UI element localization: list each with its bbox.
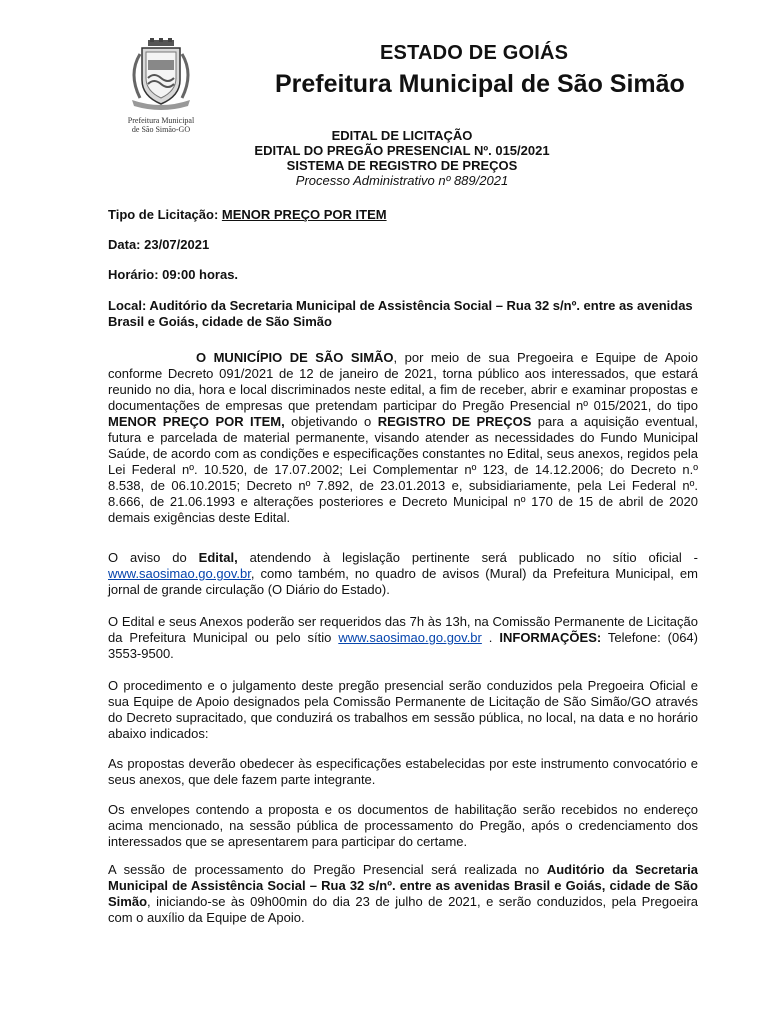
edital-titles (108, 128, 696, 188)
logo-caption-line2: de São Simão-GO (131, 125, 191, 134)
state-heading: ESTADO DE GOIÁS (380, 42, 569, 64)
p7-text-a: A sessão de processamento do Pregão Presencial será realizada no (108, 862, 547, 877)
p1-text-c: para a aquisição eventual, futura e parcelada de material permanente, visando atender as necessidades do Fundo Municipal Saúde, de acordo com as condições e especificações constantes no Edital, seus anexos, regidos pela Lei Federal nº. 10.520, de 17.07.2002; Lei Complementar nº 123, de 14.12.2006; do Decreto n.º 8.538, de 06.10.2015; Decreto nº 7.892, de 23.01.2013 e, subsidiariamente, pela Lei Federal nº. 8.666, de 21.06.1993 e alterações posteriores e Decreto Municipal nº 170 de 15 de abril de 2020 demais exigências deste Edital. (108, 414, 698, 525)
p2-edital: Edital, (198, 550, 238, 565)
paragraph-4: O procedimento e o julgamento deste pregão presencial serão conduzidos pela Pregoeira Oficial e sua Equipe de Apoio designados pela Comissão Permanente de Licitação de São Simão/GO através do Decreto supracitado, que conduzirá os trabalhos em sessão pública, no local, na data e no horário abaixo indicados: (108, 678, 698, 741)
paragraph-5: As propostas deverão obedecer às especificações estabelecidas por este instrumento convocatório e seus anexos, que dele fazem parte integrante. (108, 756, 698, 787)
municipal-coat-of-arms-icon (118, 38, 204, 134)
p1-municipio: O MUNICÍPIO DE SÃO SIMÃO (196, 350, 394, 365)
title-line-1: EDITAL DE LICITAÇÃO (331, 128, 473, 143)
p7-text-b: , iniciando-se às 09h00min do dia 23 de julho de 2021, e serão conduzidos, pela Pregoeira com o auxílio da Equipe de Apoio. (108, 894, 698, 925)
tipo-licitacao (108, 207, 698, 223)
p2-text-a: O aviso do (108, 550, 199, 565)
p1-tipo: MENOR PREÇO POR ITEM, (108, 414, 285, 429)
p3-info: INFORMAÇÕES: (499, 630, 602, 645)
local-field: Local: Auditório da Secretaria Municipal de Assistência Social – Rua 32 s/nº. entre as avenidas Brasil e Goiás, cidade de São Simão (108, 298, 693, 329)
p3-text-c: Telefone: (064) 3553-9500. (108, 630, 698, 661)
paragraph-3 (108, 614, 698, 662)
p1-text-b: objetivando o (284, 414, 378, 429)
p2-text-c: , como também, no quadro de avisos (Mural) da Prefeitura Municipal, em jornal de grande circulação (O Diário do Estado). (108, 566, 698, 597)
paragraph-1 (108, 350, 698, 526)
website-link-2[interactable]: www.saosimao.go.gov.br (338, 630, 482, 645)
paragraph-2 (108, 550, 698, 598)
website-link[interactable]: www.saosimao.go.gov.br (108, 566, 251, 581)
p7-local: Auditório da Secretaria Municipal de Assistência Social – Rua 32 s/nº. entre as avenidas Brasil e Goiás, cidade de São Simão (108, 862, 698, 909)
prefecture-heading: Prefeitura Municipal de São Simão (275, 70, 685, 98)
paragraph-7 (108, 862, 698, 926)
logo-caption-line1: Prefeitura Municipal (127, 116, 195, 125)
horario-field: Horário: 09:00 horas. (108, 267, 239, 282)
p3-text-a: O Edital e seus Anexos poderão ser requeridos das 7h às 13h, na Comissão Permanente de Licitação da Prefeitura Municipal ou pelo sítio (108, 614, 698, 645)
title-line-4: Processo Administrativo nº 889/2021 (295, 173, 509, 188)
p2-text-b: atendendo à legislação pertinente será publicado no sítio oficial - (237, 550, 698, 565)
paragraph-6: Os envelopes contendo a proposta e os documentos de habilitação serão recebidos no endereço acima mencionado, na sessão pública de processamento do Pregão, após o credenciamento dos interessados que se apresentarem para participar do certame. (108, 802, 698, 849)
data-field: Data: 23/07/2021 (108, 237, 210, 252)
title-line-2: EDITAL DO PREGÃO PRESENCIAL Nº. 015/2021 (254, 143, 550, 158)
tipo-value: MENOR PREÇO POR ITEM (221, 207, 387, 222)
p1-text-a: , por meio de sua Pregoeira e Equipe de Apoio conforme Decreto 091/2021 de 12 de janeiro de 2021, torna público aos interessados, que estará reunido no dia, hora e local discriminados neste edital, a fim de receber, abrir e examinar propostas e documentações de empresas que pretendam participar do Pregão Presencial nº 015/2021, do tipo (108, 350, 699, 413)
p1-registro: REGISTRO DE PREÇOS (377, 414, 532, 429)
tipo-label: Tipo de Licitação: (108, 207, 222, 222)
p3-text-b: . (481, 630, 500, 645)
title-line-3: SISTEMA DE REGISTRO DE PREÇOS (286, 158, 518, 173)
crest-graphic (118, 38, 204, 114)
